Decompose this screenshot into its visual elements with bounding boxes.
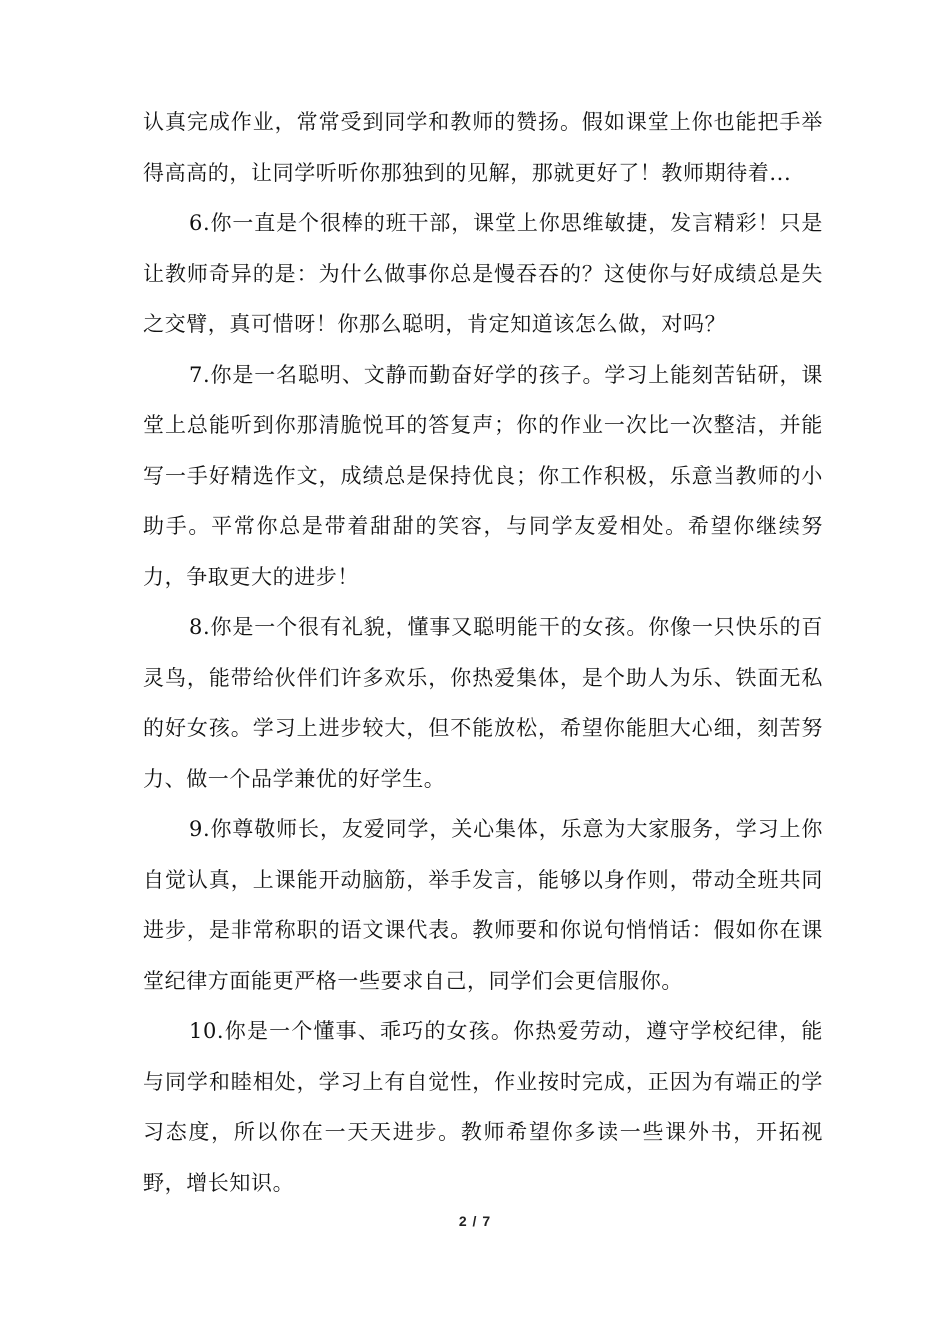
document-body <box>143 97 823 1208</box>
paragraph-item-7: 7.你是一名聪明、文静而勤奋好学的孩子。学习上能刻苦钻研，课堂上总能听到你那清脆悦耳的答复声；你的作业一次比一次整洁，并能写一手好精选作文，成绩总是保持优良；你工作积极，乐意当教师的小助手。平常你总是带着甜甜的笑容，与同学友爱相处。希望你继续努力，争取更大的进步！ <box>143 362 823 589</box>
paragraph-item-9: 9.你尊敬师长，友爱同学，关心集体，乐意为大家服务，学习上你自觉认真，上课能开动脑筋，举手发言，能够以身作则，带动全班共同进步，是非常称职的语文课代表。教师要和你说句悄悄话：假如你在课堂纪律方面能更严格一些要求自己，同学们会更信服你。 <box>143 817 823 993</box>
paragraph-item-6: 6.你一直是个很棒的班干部，课堂上你思维敏捷，发言精彩！只是让教师奇异的是：为什么做事你总是慢吞吞的？这使你与好成绩总是失之交臂，真可惜呀！你那么聪明，肯定知道该怎么做，对吗？ <box>143 211 823 336</box>
paragraph-item-8: 8.你是一个很有礼貌，懂事又聪明能干的女孩。你像一只快乐的百灵鸟，能带给伙伴们许多欢乐，你热爱集体，是个助人为乐、铁面无私的好女孩。学习上进步较大，但不能放松，希望你能胆大心细，刻苦努力、做一个品学兼优的好学生。 <box>143 615 823 791</box>
page-number: 2 / 7 <box>458 1213 492 1229</box>
paragraph-continuation: 认真完成作业，常常受到同学和教师的赞扬。假如课堂上你也能把手举得高高的，让同学听听你那独到的见解，那就更好了！教师期待着... <box>143 110 823 185</box>
paragraph-item-10: 10.你是一个懂事、乖巧的女孩。你热爱劳动，遵守学校纪律，能与同学和睦相处，学习上有自觉性，作业按时完成，正因为有端正的学习态度，所以你在一天天进步。教师希望你多读一些课外书，开拓视野，增长知识。 <box>143 1019 823 1195</box>
